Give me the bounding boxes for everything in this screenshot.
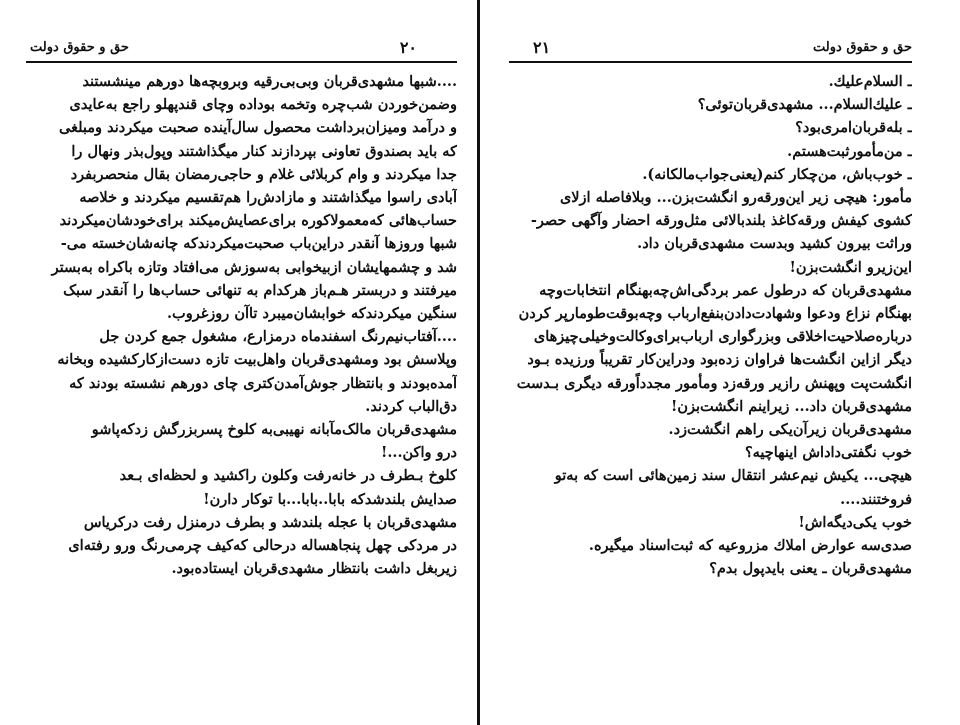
text-line: سنگین میکردندکه خوابشان‌میبرد تاآن روزغروب.: [167, 305, 457, 323]
text-line: مشهدی‌قربان با عجله بلندشد و بطرف درمنزل رفت درکریاس: [83, 513, 457, 531]
text-line: مشهدی‌قربان زیرآن‌یکی راهم انگشت‌زد.: [668, 421, 912, 439]
text-line: خوب نگفتی‌داداش اینهاچیه؟: [744, 444, 912, 462]
text-line: شد و چشمهایشان ازبیخوابی به‌سوزش می‌افتاد وتازه باکراه به‌بستر: [51, 258, 457, 276]
text-line: صدی‌سه عوارض املاك مزروعیه که ثبت‌اسناد میگیره.: [588, 537, 912, 555]
text-line: دیگر ازاین انگشت‌ها فراوان زده‌بود ودراین‌کار تقریباً ورزیده بـود: [527, 351, 912, 369]
text-line: دق‌الباب کردند.: [365, 397, 457, 415]
text-line: هیچی... یکیش نیم‌عشر انتقال سند زمین‌هائی است که به‌تو: [554, 467, 912, 485]
text-line: شبها وروزها آنقدر دراین‌باب صحبت‌میکردندکه چانه‌شان‌خسته می-: [60, 235, 457, 253]
text-line: آمده‌بودند و بانتظار جوش‌آمدن‌کتری چای دورهم نشسته بودند که: [69, 374, 457, 392]
text-line: میرفتند و دربستر هـم‌باز هرکدام به تنهائی حساب‌ها را آنقدر سبک: [63, 281, 457, 299]
text-line: جدا میکردند و وام کربلائی غلام و حاجی‌رمضان بقال منحصربفرد: [70, 165, 457, 183]
text-line: این‌زیرو انگشت‌بزن!: [789, 258, 912, 276]
text-line: ـ بله‌قربان‌امری‌بود؟: [795, 119, 912, 137]
left-header-rule: [26, 61, 457, 63]
right-body-text: [509, 70, 912, 580]
left-body-text: [26, 70, 457, 580]
text-line: بهنگام نزاع ودعوا وشهادت‌دادن‌بنفع‌ارباب وچه‌بوقت‌طومارپر کردن: [518, 305, 912, 323]
text-line: کشوی کیفش ورقه‌کاغذ بلندبالائی مثل‌ورقه احضار وآگهی حصر-: [530, 212, 912, 230]
text-line: ـ علیك‌السلام... مشهدی‌قربان‌توئی؟: [697, 96, 912, 114]
text-line: ـ خوب‌باش، من‌چکار کنم(یعنی‌جواب‌مالکانه).: [642, 165, 912, 183]
text-line: درباره‌صلاحیت‌اخلاقی وبزرگواری ارباب‌برای‌وکالت‌وخیلی‌چیزهای: [533, 328, 912, 346]
text-line: و درآمد ومیزان‌برداشت محصول سال‌آینده صحبت میکردند ومبلغی: [59, 119, 457, 137]
text-line: انگشت‌پت وپهنش رازیر ورقه‌زد ومأمور مجدداًورقه دیگری بـدست: [516, 374, 912, 392]
text-line: کلوخ بـطرف در خانه‌رفت وکلون راکشید و لحظه‌ای بـعد: [119, 467, 457, 485]
text-line: صدایش بلندشدکه بابا..بابا...با توکار دارن!: [203, 490, 457, 508]
text-line: وراثت بیرون کشید وبدست مشهدی‌قربان داد.: [637, 235, 912, 253]
left-running-title: حق و حقوق دولت: [30, 40, 129, 55]
text-line: مشهدی‌قربان ـ یعنی بایدپول بدم؟: [709, 560, 912, 578]
right-running-title: حق و حقوق دولت: [813, 40, 912, 55]
right-page: [483, 0, 960, 725]
text-line: درو واکن...!: [381, 444, 457, 462]
text-line: ـ السلام‌علیك.: [828, 73, 912, 90]
right-page-number: ٢١: [533, 38, 551, 57]
text-line: ....آفتاب‌نیم‌رنگ اسفندماه درمزارع، مشغول جمع کردن جل: [99, 328, 457, 346]
text-line: حساب‌هائی که‌معمولاکوره برای‌عصایش‌میکند برای‌خودشان‌میکردند: [59, 212, 457, 230]
text-line: فروختنند....: [840, 490, 912, 508]
text-line: وپلاسش بود ومشهدی‌قربان واهل‌بیت تازه دست‌ازکار‌کشیده وبخانه: [57, 351, 457, 369]
text-line: مشهدی‌قربان داد... زیراینم انگشت‌بزن!: [670, 397, 912, 415]
text-line: زیربغل داشت بانتظار مشهدی‌قربان ایستاده‌بود.: [171, 560, 457, 578]
text-line: خوب یکی‌دیگه‌اش!: [798, 513, 912, 531]
text-line: که باید بصندوق تعاونی بپردازند کنار میگذاشتند وپول‌بذر ونهال را: [71, 142, 457, 160]
left-page-number: ٢٠: [399, 38, 417, 57]
text-line: ....شبها مشهدی‌قربان وبی‌بی‌رقیه وبروبچه‌ها دورهم مینشستند: [82, 73, 457, 90]
text-line: مشهدی‌قربان که درطول عمر بردگی‌اش‌چه‌بهنگام انتخابات‌وچه: [539, 281, 912, 299]
text-line: مشهدی‌قربان مالک‌مآبانه نهیبی‌به کلوخ پسربزرگش زدکه‌پاشو: [91, 421, 457, 439]
text-line: ـ من‌مأمورثبت‌هستم.: [787, 142, 912, 160]
text-line: در مردکی چهل پنجاهساله درحالی که‌کیف چرمی‌رنگ ورو رفته‌ای: [68, 537, 457, 555]
text-line: وضمن‌خوردن شب‌چره وتخمه بوداده وچای قندپهلو راجع به‌عایدی: [69, 96, 457, 114]
text-line: آبادی راسوا میگذاشتند و مازادش‌را هم‌تقسیم میکردند و خلاصه: [79, 189, 457, 207]
text-line: مأمور: هیچی زیر این‌ورقه‌رو انگشت‌بزن... وبلافاصله ازلای: [559, 189, 912, 207]
right-header-rule: [509, 61, 912, 63]
